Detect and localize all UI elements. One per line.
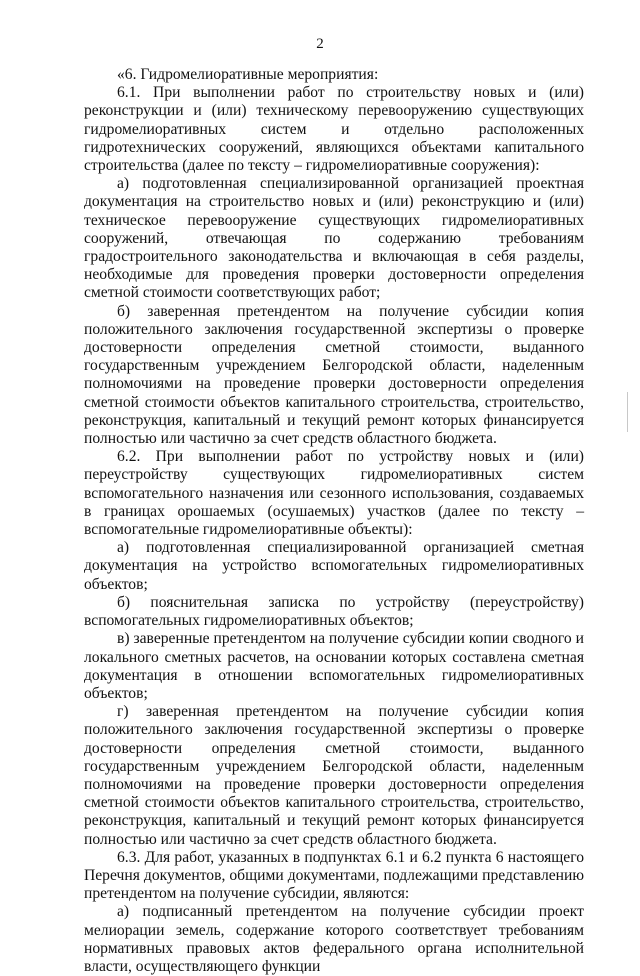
section-heading: «6. Гидромелиоративные мероприятия: [117, 66, 379, 83]
paragraph-6-1: 6.1. При выполнении работ по строительству новых и (или) реконструкции и (или) техническому перевооружению существующих гидромелиоративных систем и отдельно расположенных гидротехнических сооружений, являющихся объектами капитального строительства (далее по тексту – гидромелиоративные сооружения): [84, 84, 584, 175]
paragraph-6-2-v: в) заверенные претендентом на получение субсидии копии сводного и локального сметных расчетов, на основании которых составлена сметная документация в отношении вспомогательных гидромелиоративных объектов; [84, 630, 584, 702]
paragraph-6-2-a: а) подготовленная специализированной организацией сметная документация на устройство вспомогательных гидромелиоративных объектов; [84, 539, 584, 593]
paragraph-6-3: 6.3. Для работ, указанных в подпунктах 6.1 и 6.2 пункта 6 настоящего Перечня документов, общими документами, подлежащими представлению претендентом на получение субсидии, являются: [84, 848, 584, 903]
paragraph-6-1-b: б) заверенная претендентом на получение субсидии копия положительного заключения государственной экспертизы о проверке достоверности определения сметной стоимости, выданного государственным учреждением Белгородской области, наделенным полномочиями на проведение проверки достоверности определения сметной стоимости объектов капитального строительства, строительство, реконструкция, капитальный и текущий ремонт которых финансируется полностью или частично за счет средств областного бюджета. [84, 302, 584, 448]
paragraph-6-2-g: г) заверенная претендентом на получение субсидии копия положительного заключения государственной экспертизы о проверке достоверности определения сметной стоимости, выданного государственным учреждением Белгородской области, наделенным полномочиями на проведение проверки достоверности определения сметной стоимости объектов капитального строительства, строительство, реконструкция, капитальный и текущий ремонт которых финансируется полностью или частично за счет средств областного бюджета. [84, 703, 584, 848]
paragraph-6-3-a: а) подписанный претендентом на получение субсидии проект мелиорации земель, содержание которого соответствует требованиям нормативных правовых актов федерального органа исполнительной власти, осуществляющего функции [84, 903, 584, 975]
page-number: 2 [316, 36, 324, 52]
paragraph-6-2-b: б) пояснительная записка по устройству (переустройству) вспомогательных гидромелиоративных объектов; [84, 593, 584, 630]
paragraph-6-2: 6.2. При выполнении работ по устройству новых и (или) переустройству существующих гидромелиоративных систем вспомогательного назначения или сезонного использования, создаваемых в границах орошаемых (осушаемых) участков (далее по тексту – вспомогательные гидромелиоративные объекты): [84, 448, 584, 539]
document-body [84, 66, 584, 976]
paragraph-6-1-a: а) подготовленная специализированной организацией проектная документация на строительство новых и (или) реконструкцию и (или) техническое перевооружение существующих гидромелиоративных сооружений, отвечающая по содержанию требованиям градостроительного законодательства и включающая в себя разделы, необходимые для проведения проверки достоверности определения сметной стоимости соответствующих работ; [84, 175, 584, 302]
scan-artifact [627, 392, 628, 432]
